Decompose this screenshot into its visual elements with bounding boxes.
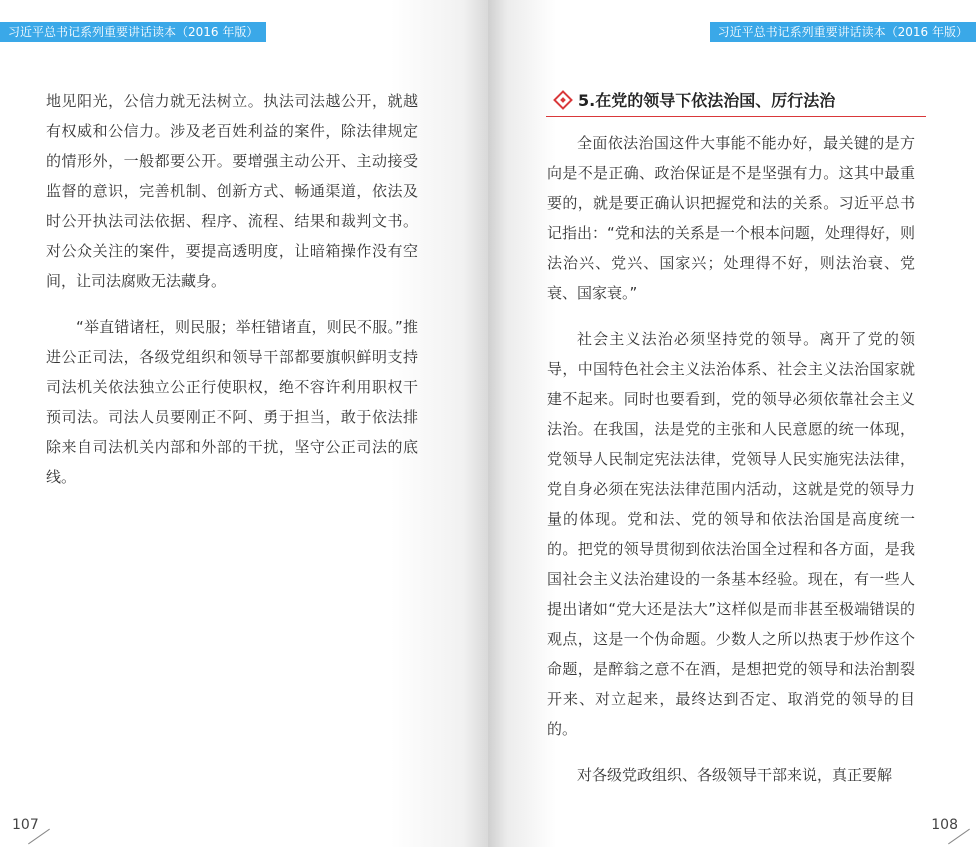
section-heading <box>546 84 926 117</box>
right-page-body <box>547 128 915 806</box>
diamond-bullet-icon <box>553 90 573 110</box>
left-page-body <box>46 86 418 508</box>
paragraph: 地见阳光，公信力就无法树立。执法司法越公开，就越有权威和公信力。涉及老百姓利益的案件，除法律规定的情形外，一般都要公开。要增强主动公开、主动接受监督的意识，完善机制、创新方式、畅通渠道，依法及时公开执法司法依据、程序、流程、结果和裁判文书。对公众关注的案件，要提高透明度，让暗箱操作没有空间，让司法腐败无法藏身。 <box>46 92 418 290</box>
paragraph: 社会主义法治必须坚持党的领导。离开了党的领导，中国特色社会主义法治体系、社会主义法治国家就建不起来。同时也要看到，党的领导必须依靠社会主义法治。在我国，法是党的主张和人民意愿的统一体现，党领导人民制定宪法法律，党领导人民实施宪法法律，党自身必须在宪法法律范围内活动，这就是党的领导力量的体现。党和法、党的领导和依法治国是高度统一的。把党的领导贯彻到依法治国全过程和各方面，是我国社会主义法治建设的一条基本经验。现在，有一些人提出诸如“党大还是法大”这样似是而非甚至极端错误的观点，这是一个伪命题。少数人之所以热衷于炒作这个命题，是醉翁之意不在酒，是想把党的领导和法治割裂开来、对立起来，最终达到否定、取消党的领导的目的。 <box>547 330 915 738</box>
paragraph: “举直错诸枉，则民服；举枉错诸直，则民不服。”推进公正司法，各级党组织和领导干部都要旗帜鲜明支持司法机关依法独立公正行使职权，绝不容许利用职权干预司法。司法人员要刚正不阿、勇于担当，敢于依法排除来自司法机关内部和外部的干扰，坚守公正司法的底线。 <box>46 318 418 486</box>
page-number-right: 108 <box>931 817 958 833</box>
paragraph: 对各级党政组织、各级领导干部来说，真正要解 <box>577 766 893 784</box>
right-page <box>488 0 976 847</box>
paragraph: 全面依法治国这件大事能不能办好，最关键的是方向是不是正确、政治保证是不是坚强有力。这其中最重要的，就是要正确认识把握党和法的关系。习近平总书记指出：“党和法的关系是一个根本问题，处理得好，则法治兴、党兴、国家兴；处理得不好，则法治衰、党衰、国家衰。” <box>547 134 915 302</box>
running-header-left: 习近平总书记系列重要讲话读本（2016 年版） <box>0 22 266 42</box>
section-title: 5.在党的领导下依法治国、厉行法治 <box>578 91 836 110</box>
page-number-left: 107 <box>12 817 39 833</box>
running-header-right: 习近平总书记系列重要讲话读本（2016 年版） <box>710 22 976 42</box>
